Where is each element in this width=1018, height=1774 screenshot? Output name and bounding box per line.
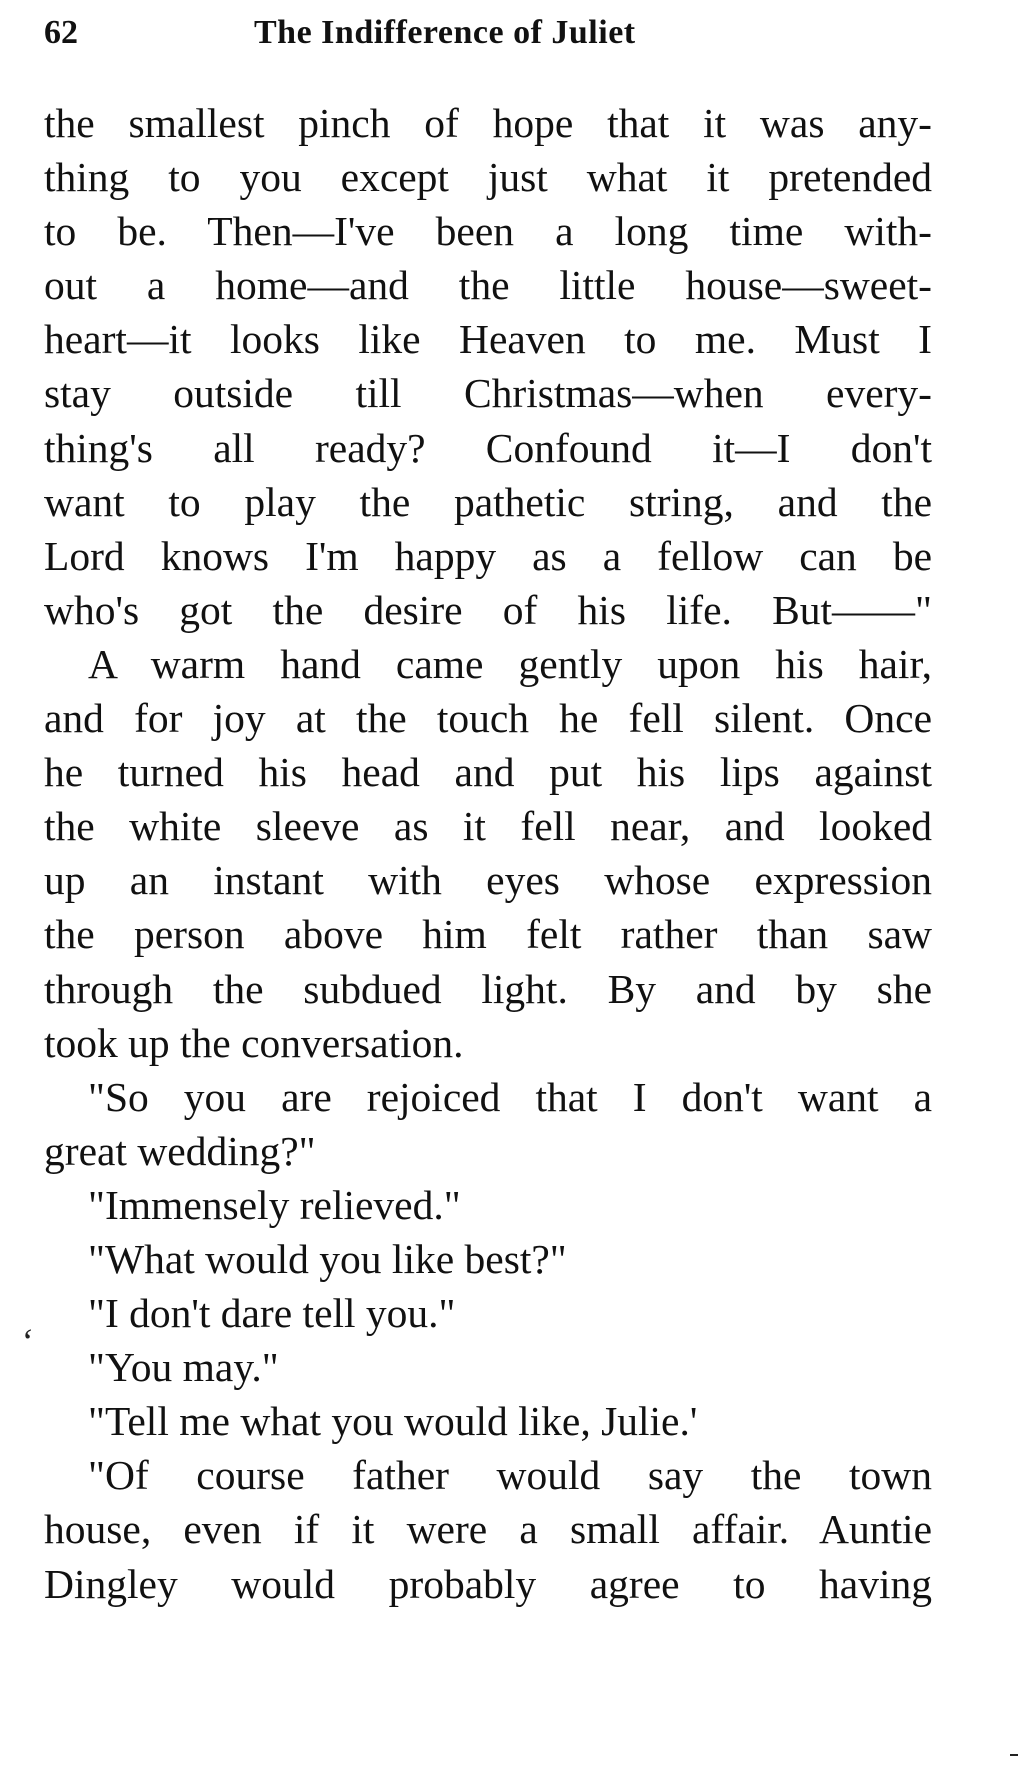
text-line: house, even if it were a small affair. Auntie (44, 1506, 932, 1553)
page-number: 62 (44, 14, 78, 51)
text-line: to be. Then—I've been a long time with- (44, 208, 932, 255)
text-line: "So you are rejoiced that I don't want a (88, 1073, 932, 1120)
text-line: and for joy at the touch he fell silent. Once (44, 695, 932, 742)
text-line: heart—it looks like Heaven to me. Must I (44, 316, 932, 363)
text-line: Dingley would probably agree to having (44, 1560, 932, 1607)
text-line: the person above him felt rather than saw (44, 911, 932, 958)
text-line: out a home—and the little house—sweet- (44, 262, 932, 309)
text-line: A warm hand came gently upon his hair, (88, 640, 932, 687)
text-line: "Tell me what you would like, Julie.' (88, 1398, 698, 1445)
text-line: up an instant with eyes whose expression (44, 857, 932, 904)
text-line: the white sleeve as it fell near, and looked (44, 803, 932, 850)
text-line: through the subdued light. By and by she (44, 965, 932, 1012)
text-line: Lord knows I'm happy as a fellow can be (44, 532, 932, 579)
text-line: he turned his head and put his lips against (44, 749, 932, 796)
text-line: "I don't dare tell you." (88, 1290, 456, 1337)
text-line: "Immensely relieved." (88, 1181, 461, 1228)
text-line: the smallest pinch of hope that it was any- (44, 100, 932, 146)
text-line: "You may." (88, 1344, 279, 1391)
edge-mark (1010, 1754, 1018, 1756)
margin-mark: ʻ (20, 1321, 32, 1361)
text-line: took up the conversation. (44, 1019, 464, 1066)
text-line: thing's all ready? Confound it—I don't (44, 424, 932, 471)
page-header (44, 14, 934, 58)
text-line: stay outside till Christmas—when every- (44, 370, 932, 417)
text-line: want to play the pathetic string, and the (44, 478, 932, 525)
text-line: "Of course father would say the town (88, 1452, 932, 1499)
running-title: The Indifference of Juliet (254, 14, 636, 51)
text-line: thing to you except just what it pretended (44, 154, 932, 201)
text-line: "What would you like best?" (88, 1235, 567, 1282)
text-line: great wedding?" (44, 1127, 316, 1174)
text-line: who's got the desire of his life. But——" (44, 586, 932, 633)
body-text (44, 96, 932, 1611)
